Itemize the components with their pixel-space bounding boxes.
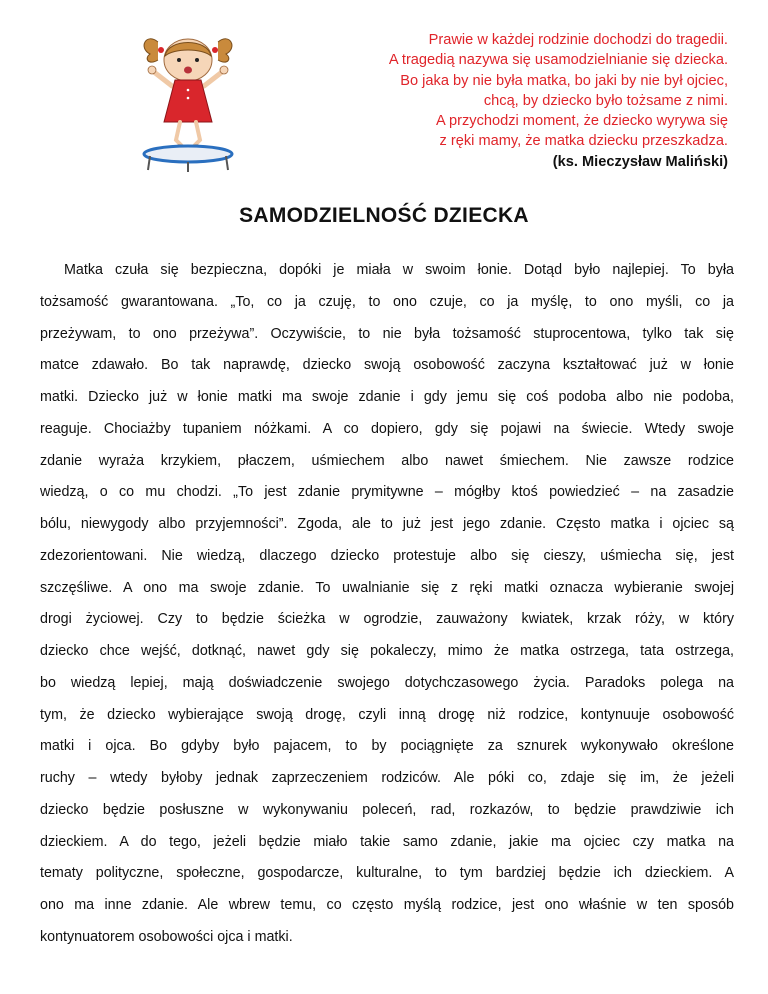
quote-line: z ręki mamy, że matka dziecku przeszkadza.	[439, 133, 728, 150]
body-paragraph	[40, 255, 734, 954]
quote-line: A tragedią nazywa się usamodzielnianie się dziecka.	[388, 52, 728, 69]
document-title: SAMODZIELNOŚĆ DZIECKA	[239, 204, 529, 227]
body-line: matki i ojca. Bo gdyby było pajacem, to by pociągnięte za sznurek wykonywało określone	[40, 738, 734, 755]
epigraph-quote	[328, 30, 728, 172]
body-line: drogi życiowej. Czy to będzie ścieżka w ogrodzie, zauważony kwiatek, krzak róży, w który	[40, 611, 734, 628]
body-line: ono ma inne zdanie. Ale wbrew temu, co często myślą rodzice, jest ono właśnie w ten sposób	[40, 897, 734, 913]
body-line: bo wiedzą lepiej, mają doświadczenie swojego dotychczasowego życia. Paradoks polega na	[40, 674, 734, 691]
body-line: szczęśliwe. A ono ma swoje zdanie. To uwalnianie się z ręki matki oznacza wybieranie swojej	[40, 579, 734, 596]
quote-line: Prawie w każdej rodzinie dochodzi do tragedii.	[428, 32, 728, 48]
body-line: matce zdawało. Bo tak naprawdę, dziecko swoją osobowość zaczyna kształtować już w łonie	[40, 357, 734, 374]
body-line: ruchy – wtedy byłoby jednak zaprzeczeniem rodziców. Ale póki co, zdaje się im, że jeżeli	[40, 770, 734, 786]
quote-line: Bo jaka by nie była matka, bo jaki by nie był ojciec,	[400, 72, 728, 89]
body-line: matki. Dziecko już w łonie matki ma swoje zdanie i gdy jemu się coś podoba albo nie podoba,	[40, 389, 734, 405]
body-line: bólu, niewygody albo przyjemności”. Zgoda, ale to już jest jego zdanie. Często matka i ojciec są	[40, 516, 734, 532]
body-line: dziecko chce wejść, dotknąć, nawet gdy się pokaleczy, mimo że matka ostrzega, tata ostrzega,	[40, 643, 734, 659]
body-line: tematy polityczne, społeczne, gospodarcze, kulturalne, to tym bardziej będzie ich dzieckiem. A	[40, 865, 734, 882]
body-line: reaguje. Chociażby tupaniem nóżkami. A co dopiero, gdy się pojawi na świecie. Wtedy swoje	[40, 420, 734, 437]
girl-on-trampoline-icon	[128, 28, 248, 174]
body-line: zdezorientowani. Nie wiedzą, dlaczego dziecko protestuje albo się cieszy, uśmiecha się, jest	[40, 547, 734, 564]
quote-line: chcą, by dziecko było tożsame z nimi.	[483, 92, 728, 109]
body-line: kontynuatorem osobowości ojca i matki.	[40, 928, 293, 945]
body-line: wiedzą, o co mu chodzi. „To jest zdanie prymitywne – mógłby ktoś powiedzieć – na zasadzie	[40, 484, 734, 501]
body-line: tym, że dziecko wybierające swoją drogę, czyli inną drogę niż rodzice, kontynuuje osobowość	[40, 706, 734, 723]
body-line: zdanie wyraża krzykiem, płaczem, uśmiechem albo nawet śmiechem. Nie zawsze rodzice	[40, 452, 734, 469]
body-line: Matka czuła się bezpieczna, dopóki je miała w swoim łonie. Dotąd było najlepiej. To była	[64, 262, 734, 278]
quote-line: A przychodzi moment, że dziecko wyrywa się	[436, 113, 728, 130]
body-line: dziecko będzie posłuszne w wykonywaniu poleceń, rad, rozkazów, to będzie prawdziwie ich	[40, 801, 734, 818]
quote-author: (ks. Mieczysław Maliński)	[552, 153, 728, 170]
body-line: przeżywam, to ono przeżywa”. Oczywiście, to nie była tożsamość stuprocentowa, tylko tak się	[40, 325, 734, 342]
body-line: tożsamość gwarantowana. „To, co ja czuję, to ono czuje, co ja myślę, to ono myśli, co ja	[40, 293, 734, 310]
body-line: dzieckiem. A do tego, jeżeli będzie miało takie samo zdanie, jakie ma ojciec czy matka na	[40, 833, 734, 850]
